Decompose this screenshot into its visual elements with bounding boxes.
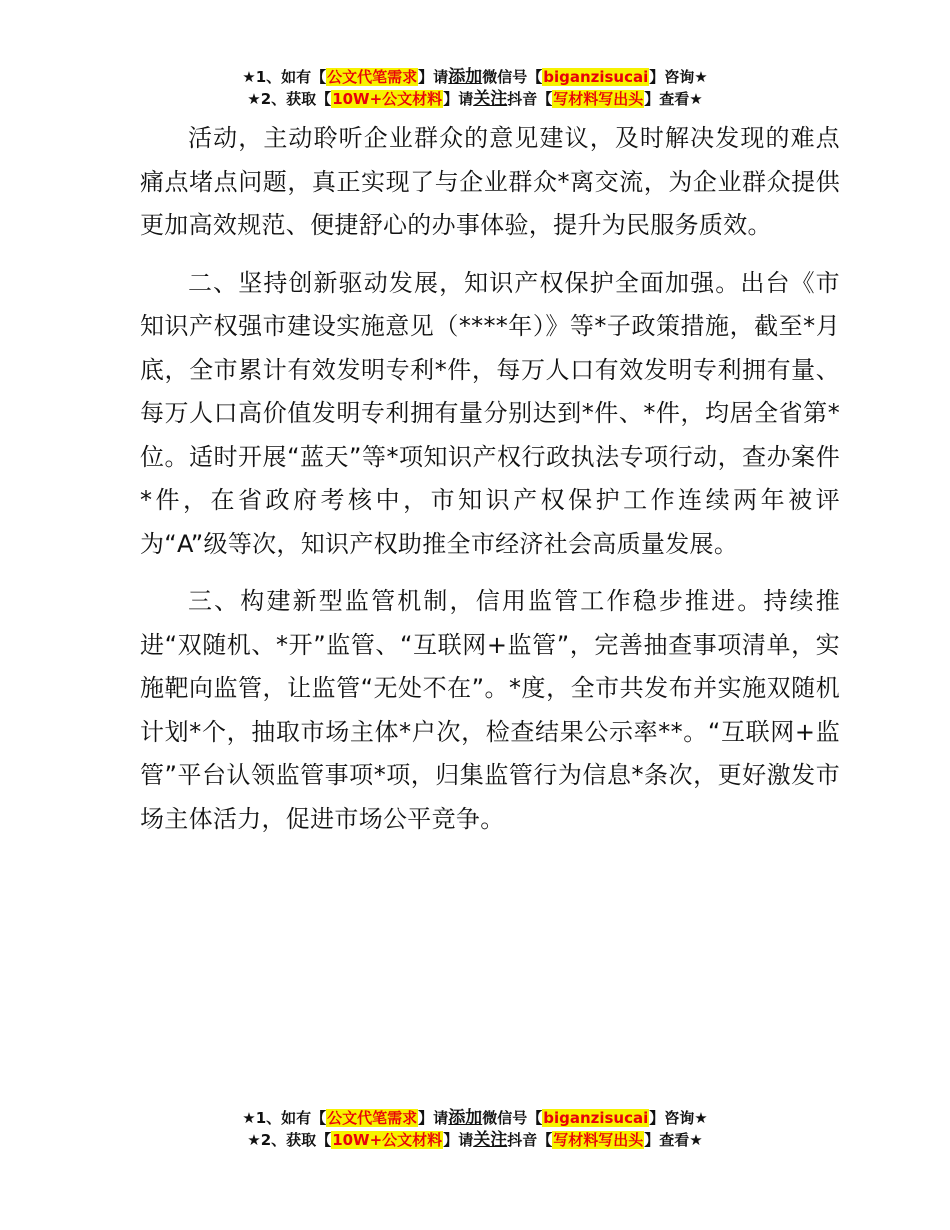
footer-promo-banner [0, 1107, 950, 1151]
promo-line-materials: ★2、获取【10W+公文材料】请关注抖音【写材料写出头】查看★ [247, 89, 703, 109]
highlight-ghostwriting: 公文代笔需求 [327, 1109, 418, 1127]
highlight-ghostwriting: 公文代笔需求 [327, 68, 418, 86]
promo-line-materials: ★2、获取【10W+公文材料】请关注抖音【写材料写出头】查看★ [247, 1130, 703, 1150]
highlight-douyin-account: 写材料写出头 [553, 1131, 644, 1149]
paragraph-credit-supervision: 三、构建新型监管机制，信用监管工作稳步推进。持续推进“双随机、*开”监管、“互联网+监管”，完善抽查事项清单，实施靶向监管，让监管“无处不在”。*度，全市共发布并实施双随机计划*个，抽取市场主体*户次，检查结果公示率**。“互联网+监管”平台认领监管事项*项，归集监管行为信息*条次，更好激发市场主体活力，促进市场公平竞争。 [140, 587, 840, 833]
paragraph-service-continuation: 活动，主动聆听企业群众的意见建议，及时解决发现的难点痛点堵点问题，真正实现了与企业群众*离交流，为企业群众提供更加高效规范、便捷舒心的办事体验，提升为民服务质效。 [140, 124, 840, 239]
highlight-douyin-account: 写材料写出头 [553, 90, 644, 108]
highlight-materials: 10W+公文材料 [332, 1131, 443, 1149]
header-promo-banner [0, 66, 950, 110]
paragraph-innovation-ip-protection: 二、坚持创新驱动发展，知识产权保护全面加强。出台《市知识产权强市建设实施意见（****年）》等*子政策措施，截至*月底，全市累计有效发明专利*件，每万人口有效发明专利拥有量、每万人口高价值发明专利拥有量分别达到*件、*件，均居全省第*位。适时开展“蓝天”等*项知识产权行政执法专项行动，查办案件*件，在省政府考核中，市知识产权保护工作连续两年被评为“A”级等次，知识产权助推全市经济社会高质量发展。 [140, 268, 840, 558]
highlight-wechat-id: biganzisucai [543, 68, 649, 86]
highlight-wechat-id: biganzisucai [543, 1109, 649, 1127]
promo-line-ghostwriting: ★1、如有【公文代笔需求】请添加微信号【biganzisucai】咨询★ [242, 67, 708, 87]
document-body [140, 117, 840, 855]
promo-line-ghostwriting: ★1、如有【公文代笔需求】请添加微信号【biganzisucai】咨询★ [242, 1108, 708, 1128]
highlight-materials: 10W+公文材料 [332, 90, 443, 108]
